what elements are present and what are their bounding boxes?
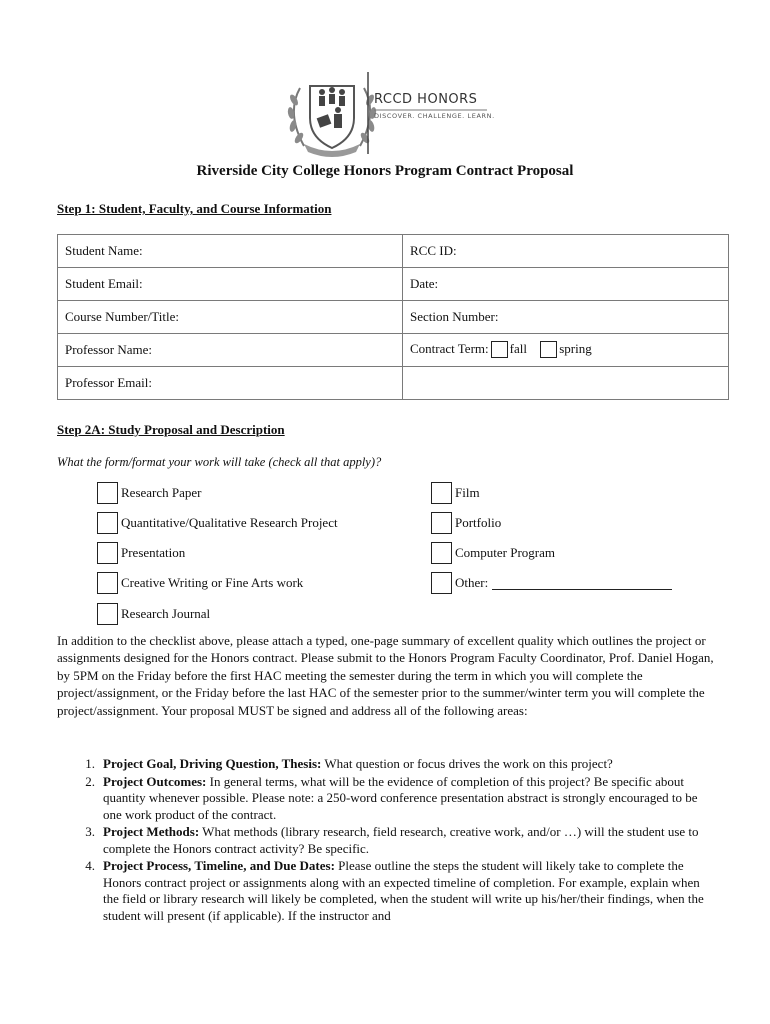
item-text: Please outline the steps the student will likely take to complete the Honors contract project or assignments along with an expected timeline of completion. For example, explain when the field or library research will likely be completed, when the student will write up his/her/their findings, when the student will present (if applicable). If the instructor and (103, 858, 704, 923)
option-research-journal[interactable] (97, 603, 210, 625)
option-label: Portfolio (455, 515, 502, 530)
contract-term-label: Contract Term: (410, 341, 489, 357)
checkbox[interactable] (431, 512, 452, 534)
checkbox[interactable] (97, 603, 118, 625)
step1-heading: Step 1: Student, Faculty, and Course Information (57, 201, 332, 216)
rcc-id-field[interactable]: RCC ID: (403, 235, 729, 268)
list-item (57, 858, 717, 924)
item-number: 4. (85, 858, 95, 873)
option-label: Computer Program (455, 545, 556, 560)
list-item (57, 774, 717, 824)
student-name-field[interactable]: Student Name: (58, 235, 403, 268)
professor-name-field[interactable]: Professor Name: (58, 334, 403, 367)
professor-email-field[interactable]: Professor Email: (58, 367, 403, 400)
spring-checkbox[interactable] (540, 341, 557, 358)
item-heading: Project Methods: (103, 824, 200, 839)
fall-checkbox[interactable] (491, 341, 508, 358)
student-email-field[interactable]: Student Email: (58, 268, 403, 301)
step2a-heading: Step 2A: Study Proposal and Description (57, 422, 285, 437)
option-label: Research Paper (121, 485, 202, 500)
option-label: Creative Writing or Fine Arts work (121, 575, 304, 590)
table-row (58, 235, 729, 268)
instructions-paragraph: In addition to the checklist above, please attach a typed, one-page summary of excellent quality which outlines the project or assignments designed for the Honors contract. Please submit to the Honors Program Faculty Coordinator, Prof. Daniel Hogan, by 5PM on the Friday before the first HAC meeting the semester during the term in which you will complete the project/assignment, or the Friday before the last HAC of the semester prior to the summer/winter term you will complete the project/assignment. Your proposal MUST be signed and address all of the following areas: (57, 633, 714, 718)
item-text: What methods (library research, field research, creative work, and/or …) will the student use to complete the Honors contract activity? Be specific. (103, 824, 699, 856)
option-label: Research Journal (121, 606, 211, 621)
item-text: In general terms, what will be the evidence of completion of this project? Be specific about quantity whenever possible. Please note: a 250-word conference presentation abstract is strongly encouraged to be one work product of the contract. (103, 773, 698, 822)
option-quant-qual-project[interactable] (97, 512, 338, 534)
checkbox[interactable] (431, 482, 452, 504)
option-label: Film (455, 485, 480, 500)
item-heading: Project Outcomes: (103, 773, 207, 789)
document-title: Riverside City College Honors Program Contract Proposal (196, 163, 574, 179)
table-row (58, 301, 729, 334)
section-number-field[interactable]: Section Number: (403, 301, 729, 334)
empty-cell (403, 367, 729, 400)
logo-tagline: DISCOVER. CHALLENGE. LEARN. (374, 112, 495, 120)
checkbox[interactable] (431, 542, 452, 564)
areas-list (57, 756, 717, 924)
item-number: 1. (85, 756, 95, 771)
list-item (57, 824, 717, 857)
student-info-table (57, 234, 729, 400)
checkbox[interactable] (97, 542, 118, 564)
table-row (58, 334, 729, 367)
option-presentation[interactable] (97, 542, 185, 564)
option-computer-program[interactable] (431, 542, 555, 564)
checkbox[interactable] (97, 572, 118, 594)
fall-label: fall (509, 341, 527, 357)
option-label: Quantitative/Qualitative Research Project (121, 515, 338, 530)
checkbox[interactable] (97, 512, 118, 534)
item-number: 3. (85, 824, 95, 839)
checkbox[interactable] (97, 482, 118, 504)
course-title-field[interactable]: Course Number/Title: (58, 301, 403, 334)
contract-term-cell (403, 334, 729, 367)
spring-label: spring (559, 341, 592, 357)
option-portfolio[interactable] (431, 512, 501, 534)
table-row (58, 367, 729, 400)
item-heading: Project Goal, Driving Question, Thesis: (103, 756, 322, 771)
item-text: What question or focus drives the work on this project? (321, 756, 613, 771)
option-other[interactable] (431, 572, 672, 594)
list-item (57, 756, 717, 773)
option-film[interactable] (431, 482, 480, 504)
table-row (58, 268, 729, 301)
option-label: Presentation (121, 545, 186, 560)
logo-title: RCCD HONORS (374, 92, 478, 107)
format-question: What the form/format your work will take (check all that apply)? (57, 455, 382, 469)
checkbox[interactable] (431, 572, 452, 594)
option-creative-writing[interactable] (97, 572, 303, 594)
option-research-paper[interactable] (97, 482, 202, 504)
other-input-line[interactable] (492, 577, 672, 590)
date-field[interactable]: Date: (403, 268, 729, 301)
item-number: 2. (85, 773, 95, 789)
item-heading: Project Process, Timeline, and Due Dates: (103, 858, 335, 873)
option-label: Other: (455, 575, 489, 590)
